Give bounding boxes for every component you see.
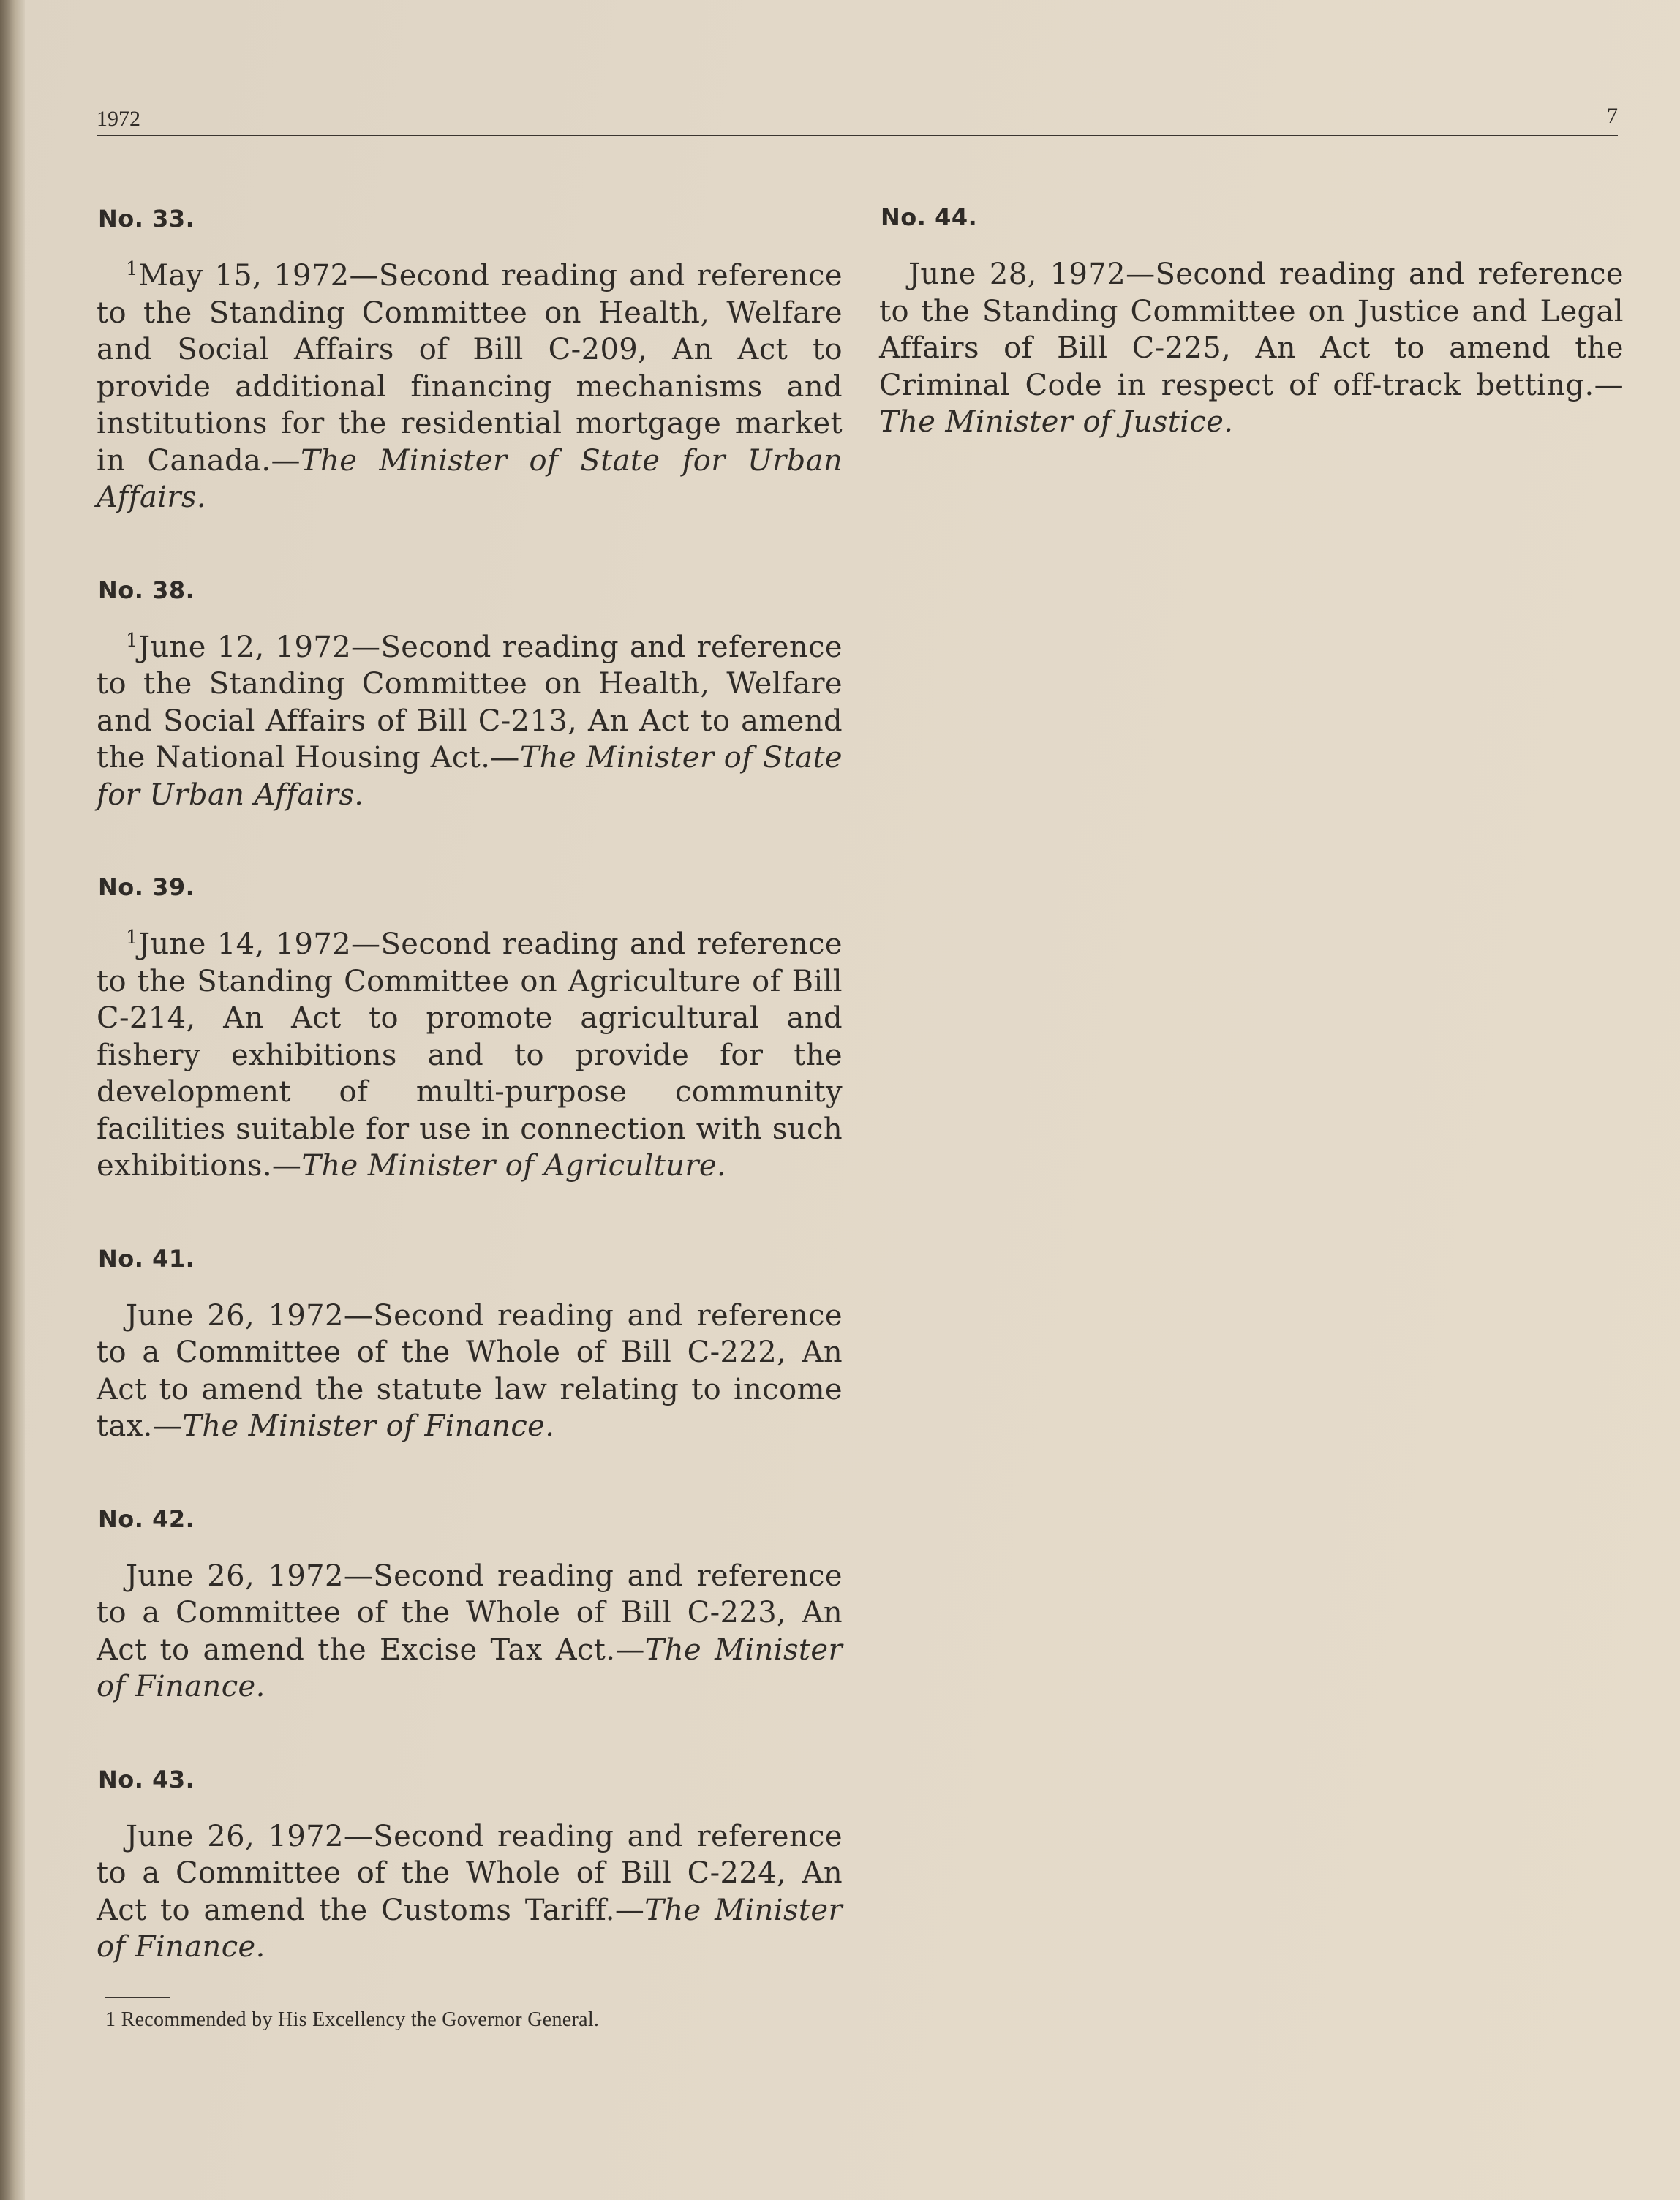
entry-body: June 28, 1972—Second reading and reference to the Standing Committee on Justice and Legal Affairs of Bill C-225, An Act to amend the Criminal Code in respect of off-track betting.—: [879, 257, 1624, 402]
entry-minister: The Minister of State for Urban Affairs.: [97, 443, 843, 514]
entry-no-39: [97, 873, 843, 1185]
entry-no-38: [97, 576, 843, 814]
entry-no-41: [97, 1245, 843, 1445]
page-binding-edge: [0, 0, 25, 2200]
entry-number: No. 39.: [98, 873, 195, 901]
entry-number: No. 41.: [98, 1244, 195, 1273]
entry-text: [97, 1558, 843, 1706]
entry-body: June 26, 1972—Second reading and reference to a Committee of the Whole of Bill C-222, An Act to amend the statute law relating to income tax.—: [97, 1298, 843, 1443]
page-header: [97, 104, 1618, 136]
entry-text: [97, 1818, 843, 1966]
footnote-mark: 1: [126, 258, 138, 280]
entry-number: No. 42.: [98, 1504, 195, 1533]
entry-number: No. 43.: [98, 1765, 195, 1793]
page-number: 7: [1607, 104, 1618, 128]
entry-no-44: [879, 203, 1624, 441]
entry-text: [97, 257, 843, 516]
entry-body: June 26, 1972—Second reading and reference to a Committee of the Whole of Bill C-223, An Act to amend the Excise Tax Act.—: [97, 1559, 843, 1667]
entry-text: [97, 926, 843, 1185]
entry-text: [879, 256, 1624, 441]
footnote-mark: 1: [126, 629, 138, 652]
entry-minister: The Minister of State for Urban Affairs.: [97, 741, 843, 812]
entry-minister: The Minister of Justice.: [879, 405, 1234, 439]
entry-minister: The Minister of Finance.: [97, 1893, 843, 1964]
entry-no-43: [97, 1766, 843, 1966]
header-year: 1972: [97, 107, 140, 131]
footnote: 1 Recommended by His Excellency the Governor General.: [105, 2008, 600, 2031]
header-rule: [97, 135, 1618, 136]
entry-minister: The Minister of Finance.: [97, 1632, 843, 1703]
entry-number: No. 33.: [98, 205, 195, 233]
entry-text: [97, 629, 843, 814]
footnote-rule: [105, 1997, 170, 1998]
entry-body: May 15, 1972—Second reading and reference to the Standing Committee on Health, Welfare and Social Affairs of Bill C-209, An Act to provide additional financing mechanisms and institutions for the residential mortgage market in Canada.—: [97, 259, 843, 478]
entry-number: No. 44.: [881, 203, 978, 231]
entry-body: June 12, 1972—Second reading and reference to the Standing Committee on Health, Welfare and Social Affairs of Bill C-213, An Act to amend the National Housing Act.—: [97, 630, 843, 775]
entry-no-33: [97, 205, 843, 516]
entry-minister: The Minister of Finance.: [182, 1409, 555, 1443]
entry-minister: The Minister of Agriculture.: [301, 1149, 727, 1183]
entry-text: [97, 1297, 843, 1445]
left-column: [97, 205, 843, 2032]
entry-no-42: [97, 1505, 843, 1706]
entry-body: June 14, 1972—Second reading and reference to the Standing Committee on Agriculture of Bill C-214, An Act to promote agricultural and fishery exhibitions and to provide for the development of multi-purpose community facilities suitable for use in connection with such exhibitions.—: [97, 927, 843, 1183]
footnote-mark: 1: [126, 927, 138, 949]
right-column: [879, 203, 1624, 501]
entry-number: No. 38.: [98, 576, 195, 604]
entry-body: June 26, 1972—Second reading and reference to a Committee of the Whole of Bill C-224, An Act to amend the Customs Tariff.—: [97, 1819, 843, 1927]
